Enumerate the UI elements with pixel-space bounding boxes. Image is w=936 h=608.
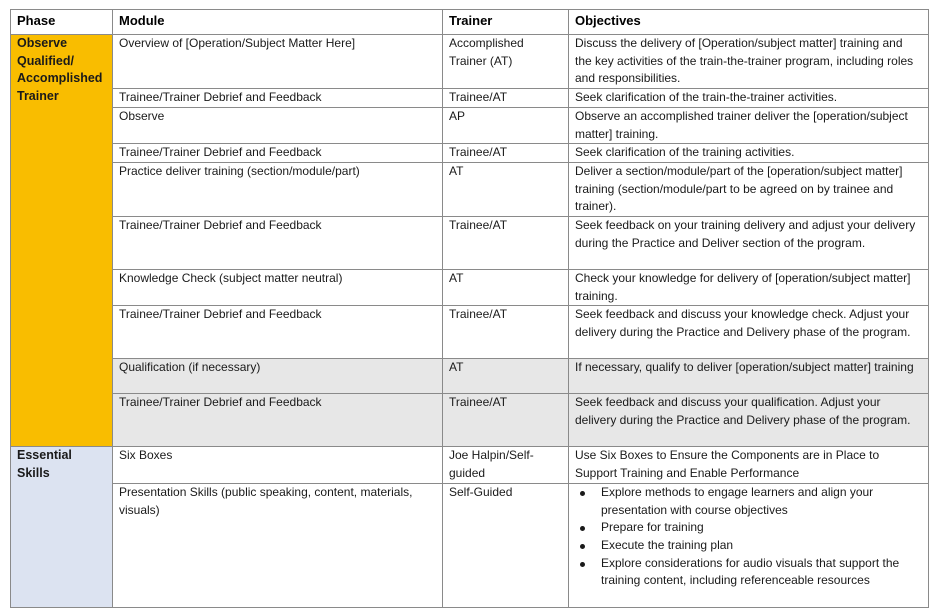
module-cell: Trainee/Trainer Debrief and Feedback <box>113 217 443 270</box>
module-cell: Trainee/Trainer Debrief and Feedback <box>113 89 443 108</box>
trainer-cell: AT <box>443 162 569 216</box>
bullet-icon <box>580 526 585 531</box>
header-phase: Phase <box>11 10 113 35</box>
module-cell: Trainee/Trainer Debrief and Feedback <box>113 394 443 447</box>
objective-cell: Discuss the delivery of [Operation/subject matter] training and the key activities of the train-the-trainer program, including roles and responsibilities. <box>569 35 929 89</box>
trainer-cell: AP <box>443 107 569 143</box>
objective-cell: Deliver a section/module/part of the [operation/subject matter] training (section/module/part to be agreed on by trainee and trainer). <box>569 162 929 216</box>
bullet-text: Execute the training plan <box>601 537 734 552</box>
module-cell: Trainee/Trainer Debrief and Feedback <box>113 306 443 359</box>
module-cell: Presentation Skills (public speaking, content, materials, visuals) <box>113 483 443 607</box>
trainer-cell: Trainee/AT <box>443 306 569 359</box>
bullet-item <box>601 519 922 537</box>
module-cell: Six Boxes <box>113 447 443 483</box>
module-cell: Observe <box>113 107 443 143</box>
table-row <box>11 144 929 163</box>
module-cell: Qualification (if necessary) <box>113 359 443 394</box>
header-module: Module <box>113 10 443 35</box>
table-row <box>11 107 929 143</box>
trainer-cell: Trainee/AT <box>443 394 569 447</box>
objective-cell: Seek clarification of the train-the-trainer activities. <box>569 89 929 108</box>
bullet-item <box>601 555 922 590</box>
module-cell: Knowledge Check (subject matter neutral) <box>113 270 443 306</box>
bullet-item <box>601 484 922 519</box>
table-row <box>11 270 929 306</box>
bullet-text: Explore considerations for audio visuals that support the training content, including referenceable resources <box>601 555 900 588</box>
module-cell: Overview of [Operation/Subject Matter Here] <box>113 35 443 89</box>
table-row <box>11 217 929 270</box>
bullet-icon <box>580 544 585 549</box>
trainer-cell: Joe Halpin/Self-guided <box>443 447 569 483</box>
table-row <box>11 359 929 394</box>
objective-cell: Check your knowledge for delivery of [operation/subject matter] training. <box>569 270 929 306</box>
table-row <box>11 35 929 89</box>
header-objectives: Objectives <box>569 10 929 35</box>
header-trainer: Trainer <box>443 10 569 35</box>
objective-cell: Seek feedback and discuss your knowledge check. Adjust your delivery during the Practice and Delivery phase of the program. <box>569 306 929 359</box>
header-row <box>11 10 929 35</box>
objective-cell: Use Six Boxes to Ensure the Components are in Place to Support Training and Enable Performance <box>569 447 929 483</box>
training-plan-table <box>10 9 929 608</box>
objective-cell <box>569 483 929 607</box>
table-row <box>11 162 929 216</box>
table-row <box>11 89 929 108</box>
bullet-text: Explore methods to engage learners and align your presentation with course objectives <box>601 484 874 517</box>
trainer-cell: Accomplished Trainer (AT) <box>443 35 569 89</box>
table-row <box>11 306 929 359</box>
bullet-icon <box>580 491 585 496</box>
phase-observe-trainer: Observe Qualified/ Accomplished Trainer <box>11 35 113 447</box>
trainer-cell: AT <box>443 359 569 394</box>
bullet-item <box>601 537 922 555</box>
module-cell: Trainee/Trainer Debrief and Feedback <box>113 144 443 163</box>
objective-cell: Seek feedback on your training delivery and adjust your delivery during the Practice and Deliver section of the program. <box>569 217 929 270</box>
objective-cell: Seek clarification of the training activities. <box>569 144 929 163</box>
objective-cell: Seek feedback and discuss your qualification. Adjust your delivery during the Practice and Delivery phase of the program. <box>569 394 929 447</box>
objective-cell: Observe an accomplished trainer deliver the [operation/subject matter] training. <box>569 107 929 143</box>
trainer-cell: Trainee/AT <box>443 144 569 163</box>
table-row <box>11 483 929 607</box>
objective-bullet-list <box>575 484 922 590</box>
trainer-cell: AT <box>443 270 569 306</box>
bullet-text: Prepare for training <box>601 520 704 535</box>
trainer-cell: Trainee/AT <box>443 89 569 108</box>
objective-cell: If necessary, qualify to deliver [operation/subject matter] training <box>569 359 929 394</box>
table-row <box>11 447 929 483</box>
trainer-cell: Trainee/AT <box>443 217 569 270</box>
table-row <box>11 394 929 447</box>
bullet-icon <box>580 562 585 567</box>
phase-essential-skills: Essential Skills <box>11 447 113 607</box>
module-cell: Practice deliver training (section/module/part) <box>113 162 443 216</box>
trainer-cell: Self-Guided <box>443 483 569 607</box>
